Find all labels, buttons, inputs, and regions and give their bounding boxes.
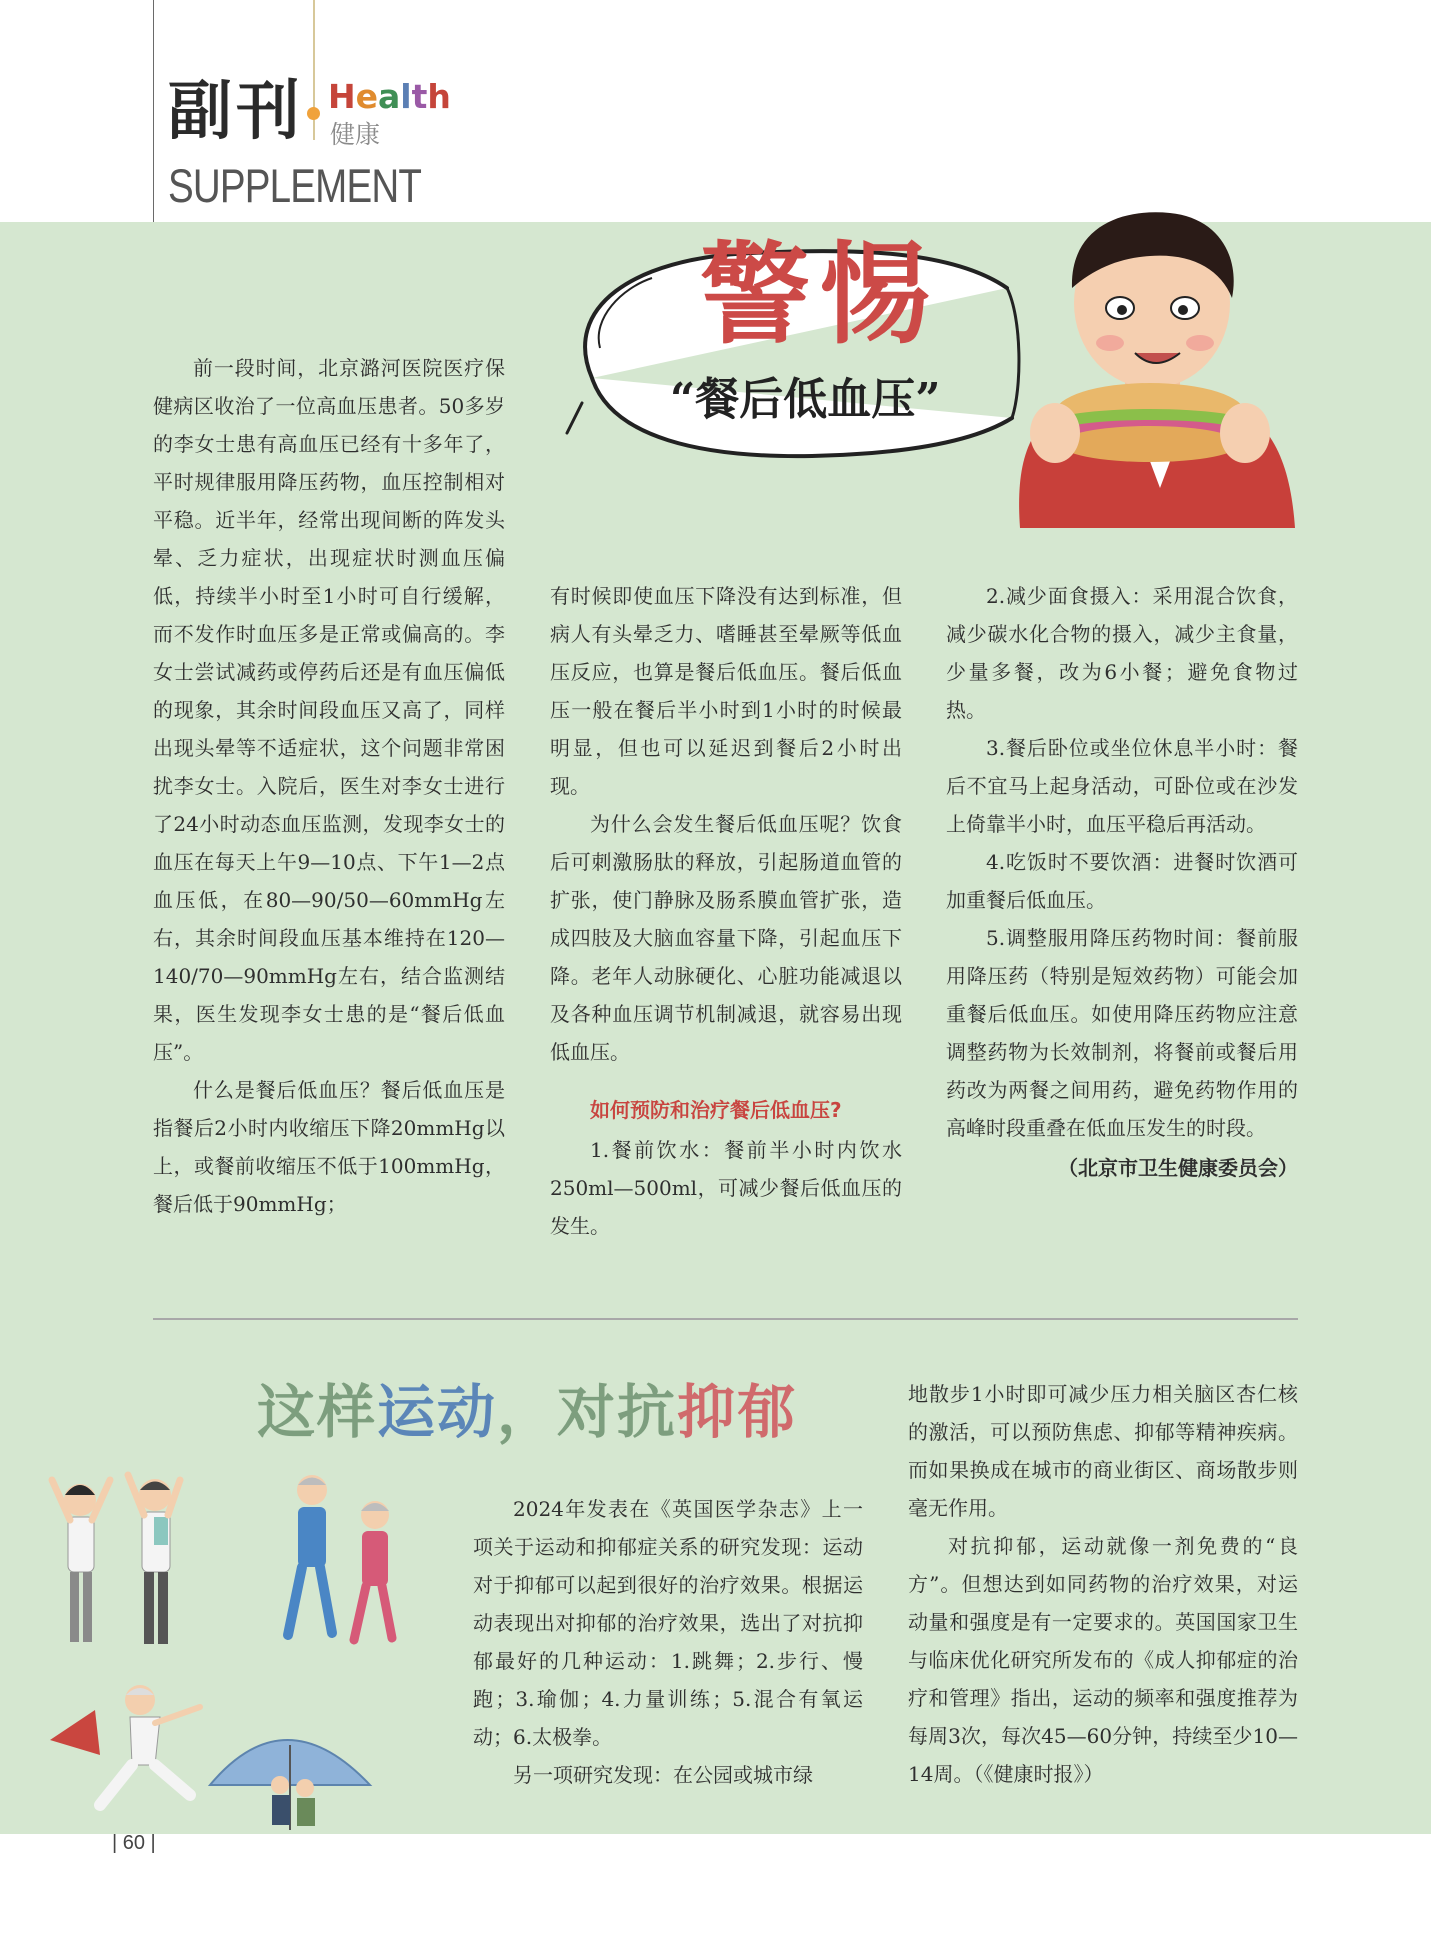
section-dot [307,107,320,120]
paragraph: 3.餐后卧位或坐位休息半小时：餐后不宜马上起身活动，可卧位或在沙发上倚靠半小时，血压平稳后再活动。 [946,736,1298,836]
paragraph: 为什么会发生餐后低血压呢？饮食后可刺激肠肽的释放，引起肠道血管的扩张，使门静脉及肠系膜血管扩张，造成四肢及大脑血容量下降，引起血压下降。老年人动脉硬化、心脏功能减退以及各种血压调节机制减退，就容易出现低血压。 [550,812,902,1064]
article2-title: 这样运动，对抗抑郁 [257,1378,798,1446]
section-label: SUPPLEMENT [168,159,422,212]
article1-column-2 [550,577,902,1245]
paragraph: 另一项研究发现：在公园或城市绿 [513,1763,813,1787]
header-vertical-rule [153,0,154,222]
article-subtitle: “餐后低血压” [670,374,941,425]
paragraph: 前一段时间，北京潞河医院医疗保健病区收治了一位高血压患者。50多岁的李女士患有高血压已经有十多年了，平时规律服用降压药物，血压控制相对平稳。近半年，经常出现间断的阵发头晕、乏力症状，出现症状时测血压偏低，持续半小时至1小时可自行缓解，而不发作时血压多是正常或偏高的。李女士尝试减药或停药后还是有血压偏低的现象，其余时间段血压又高了，同样出现头晕等不适症状，这个问题非常困扰李女士。入院后，医生对李女士进行了24小时动态血压监测，发现李女士的血压在每天上午9—10点、下午1—2点血压低，在80—90/50—60mmHg左右，其余时间段血压基本维持在120—140/70—90mmHg左右，结合监测结果，医生发现李女士患的是“餐后低血压”。 [153,356,505,1064]
man-eating-sandwich-illustration [1000,208,1300,528]
paragraph: 1.餐前饮水：餐前半小时内饮水250ml—500ml，可减少餐后低血压的发生。 [550,1138,902,1238]
article-divider [153,1318,1298,1320]
paragraph: 地散步1小时即可减少压力相关脑区杏仁核的激活，可以预防焦虑、抑郁等精神疾病。而如果换成在城市的商业街区、商场散步则毫无作用。 [908,1382,1298,1520]
paragraph: 2024年发表在《英国医学杂志》上一项关于运动和抑郁症关系的研究发现：运动对于抑郁可以起到很好的治疗效果。根据运动表现出对抑郁的治疗效果，选出了对抗抑郁最好的几种运动：1.跳舞；2.步行、慢跑；3.瑜伽；4.力量训练；5.混合有氧运动；6.太极拳。 [473,1497,863,1749]
article2-column-2 [908,1375,1298,1793]
section-title-cn: 副刊 [168,75,304,149]
paragraph: 5.调整服用降压药物时间：餐前服用降压药（特别是短效药物）可能会加重餐后低血压。如使用降压药物应注意调整药物为长效制剂，将餐前或餐后用药改为两餐之间用药，避免药物作用的高峰时段重叠在低血压发生的时段。 [946,926,1298,1140]
section-heading: 如何预防和治疗餐后低血压? [590,1098,842,1122]
paragraph: 有时候即使血压下降没有达到标准，但病人有头晕乏力、嗜睡甚至晕厥等低血压反应，也算是餐后低血压。餐后低血压一般在餐后半小时到1小时的时候最明显，但也可以延迟到餐后2小时出现。 [550,584,902,798]
paragraph: 4.吃饭时不要饮酒：进餐时饮酒可加重餐后低血压。 [946,850,1298,912]
section-title-en: Health [328,77,451,116]
paragraph: 对抗抑郁，运动就像一剂免费的“良方”。但想达到如同药物的治疗效果，对运动量和强度是有一定要求的。英国国家卫生与临床优化研究所发布的《成人抑郁症的治疗和管理》指出，运动的频率和强度推荐为每周3次，每次45—60分钟，持续至少10—14周。（《健康时报》） [908,1534,1298,1786]
article1-column-1 [153,349,505,1223]
article2-column-1 [473,1490,863,1794]
article-title: 警惕 [700,230,940,359]
section-subtitle: 健康 [330,120,381,149]
article-source: （北京市卫生健康委员会） [1058,1156,1298,1180]
paragraph: 什么是餐后低血压？餐后低血压是指餐后2小时内收缩压下降20mmHg以上，或餐前收缩压不低于100mmHg，餐后低于90mmHg； [153,1078,505,1216]
paragraph: 2.减少面食摄入：采用混合饮食，减少碳水化合物的摄入，减少主食量，少量多餐，改为6小餐；避免食物过热。 [946,584,1298,722]
exercise-illustration [40,1455,440,1835]
page-number: | 60 | [112,1832,156,1854]
article1-column-3 [946,577,1298,1187]
